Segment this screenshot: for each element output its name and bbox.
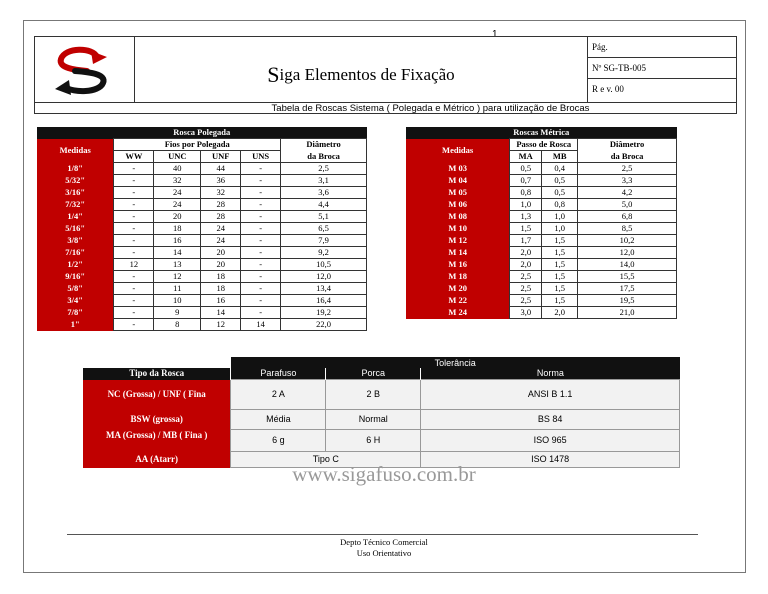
table-cell: -: [114, 187, 154, 199]
metrica-title: Roscas Métrica: [406, 127, 677, 139]
table-cell: 12,0: [281, 271, 367, 283]
table-row: [37, 247, 367, 259]
table-cell: 14: [154, 247, 201, 259]
table-cell: 20: [201, 247, 241, 259]
table-cell: 28: [201, 211, 241, 223]
table-cell: -: [241, 211, 281, 223]
tolerancia-title: Tolerância: [231, 357, 680, 368]
footer-usage: Uso Orientativo: [356, 548, 412, 558]
table-cell: -: [114, 271, 154, 283]
tol-cell: Tipo C: [231, 452, 421, 468]
table-cell: -: [114, 319, 154, 331]
polegada-body: [37, 163, 367, 331]
tolerancia-table: [83, 357, 680, 468]
tol-header: Parafuso: [231, 368, 326, 380]
polegada-title: Rosca Polegada: [37, 127, 367, 139]
table-cell: 16: [201, 295, 241, 307]
table-row: [37, 307, 367, 319]
table-cell: 0,8: [510, 187, 542, 199]
table-cell: 32: [154, 175, 201, 187]
table-cell: 1,5: [542, 271, 578, 283]
table-cell: -: [114, 307, 154, 319]
table-row: [37, 259, 367, 271]
table-cell: 3,1: [281, 175, 367, 187]
table-row: [406, 307, 677, 319]
table-cell: -: [241, 187, 281, 199]
table-row: [406, 259, 677, 271]
table-cell: 24: [201, 235, 241, 247]
table-cell: 24: [201, 223, 241, 235]
table-cell: 9,2: [281, 247, 367, 259]
tol-header: Porca: [326, 368, 421, 380]
table-cell: 1,0: [542, 223, 578, 235]
table-cell: -: [114, 247, 154, 259]
table-cell: 6,8: [578, 211, 677, 223]
table-cell: 1,3: [510, 211, 542, 223]
polegada-col-diametro-2: da Broca: [281, 151, 367, 163]
metrica-sub-header: MB: [542, 151, 578, 163]
table-cell: 1,5: [542, 247, 578, 259]
table-cell: 3,0: [510, 307, 542, 319]
table-cell: 1,5: [542, 235, 578, 247]
polegada-table: [37, 127, 367, 331]
table-cell: 36: [201, 175, 241, 187]
table-cell: -: [241, 235, 281, 247]
table-row: [406, 295, 677, 307]
table-cell: 2,0: [510, 259, 542, 271]
table-cell: 44: [201, 163, 241, 175]
table-cell: 3,3: [578, 175, 677, 187]
logo: [35, 37, 135, 102]
table-row: [406, 163, 677, 175]
metrica-col-diametro: Diâmetro: [578, 139, 677, 151]
document-subtitle: Tabela de Roscas Sistema ( Polegada e Métrico ) para utilização de Brocas: [35, 102, 736, 114]
polegada-sub-header: UNS: [241, 151, 281, 163]
table-cell: 20: [154, 211, 201, 223]
tol-row-label: AA (Atarr): [83, 452, 231, 468]
document-header: [34, 36, 737, 114]
siga-logo-icon: [35, 37, 135, 102]
table-row: [406, 211, 677, 223]
table-cell: -: [114, 199, 154, 211]
table-cell: 2,0: [542, 307, 578, 319]
table-cell: 10,2: [578, 235, 677, 247]
table-cell: 28: [201, 199, 241, 211]
table-cell: 32: [201, 187, 241, 199]
table-row: [406, 271, 677, 283]
table-cell: 24: [154, 187, 201, 199]
table-cell: 1,5: [542, 295, 578, 307]
tol-cell: BS 84: [421, 410, 680, 430]
table-cell: 24: [154, 199, 201, 211]
metrica-table: [406, 127, 677, 319]
table-row: [406, 187, 677, 199]
row-measure: 7/32": [37, 199, 114, 211]
page-number: 1: [492, 29, 498, 40]
tol-cell: ANSI B 1.1: [421, 380, 680, 410]
table-cell: -: [114, 211, 154, 223]
row-measure: M 04: [406, 175, 510, 187]
table-cell: -: [241, 259, 281, 271]
table-cell: 11: [154, 283, 201, 295]
table-cell: 10: [154, 295, 201, 307]
table-row: [406, 175, 677, 187]
table-cell: 19,5: [578, 295, 677, 307]
table-cell: 2,5: [578, 163, 677, 175]
table-cell: -: [241, 223, 281, 235]
table-row: [37, 271, 367, 283]
table-row: [37, 283, 367, 295]
tol-header: Tipo da Rosca: [83, 368, 231, 380]
title-rest: iga Elementos de Fixação: [279, 64, 455, 84]
table-row: [37, 295, 367, 307]
tol-cell: 2 A: [231, 380, 326, 410]
table-cell: 2,5: [510, 271, 542, 283]
revision: R e v. 00: [592, 84, 624, 94]
table-row: [37, 319, 367, 331]
table-cell: -: [114, 175, 154, 187]
polegada-col-diametro: Diâmetro: [281, 139, 367, 151]
table-cell: 1,5: [542, 259, 578, 271]
table-cell: 2,0: [510, 247, 542, 259]
table-cell: -: [114, 223, 154, 235]
table-cell: 0,5: [542, 187, 578, 199]
table-cell: 12: [154, 271, 201, 283]
table-cell: 17,5: [578, 283, 677, 295]
table-row: [37, 199, 367, 211]
row-measure: M 14: [406, 247, 510, 259]
doc-number: Nº SG-TB-005: [588, 58, 736, 79]
tol-cell: 2 B: [326, 380, 421, 410]
table-row: [37, 235, 367, 247]
table-cell: 12,0: [578, 247, 677, 259]
table-cell: 1,0: [510, 199, 542, 211]
row-measure: 3/4": [37, 295, 114, 307]
table-cell: -: [114, 283, 154, 295]
table-cell: 14: [201, 307, 241, 319]
table-cell: 18: [154, 223, 201, 235]
table-cell: 0,7: [510, 175, 542, 187]
polegada-sub-header: WW: [114, 151, 154, 163]
table-cell: 15,5: [578, 271, 677, 283]
table-cell: 2,5: [281, 163, 367, 175]
table-cell: 2,5: [510, 295, 542, 307]
table-cell: 14: [241, 319, 281, 331]
table-cell: 18: [201, 283, 241, 295]
table-cell: 0,4: [542, 163, 578, 175]
footer-department: Depto Técnico Comercial: [340, 537, 428, 547]
table-cell: 21,0: [578, 307, 677, 319]
tol-row-label: MA (Grossa) / MB ( Fina ): [83, 430, 231, 452]
tol-cell: 6 g: [231, 430, 326, 452]
table-cell: -: [114, 295, 154, 307]
row-measure: 1/4": [37, 211, 114, 223]
table-row: [37, 187, 367, 199]
row-measure: M 05: [406, 187, 510, 199]
table-cell: 5,1: [281, 211, 367, 223]
row-measure: 5/16": [37, 223, 114, 235]
table-cell: 13,4: [281, 283, 367, 295]
tol-cell: ISO 965: [421, 430, 680, 452]
table-cell: -: [241, 283, 281, 295]
table-cell: 10,5: [281, 259, 367, 271]
table-cell: 3,6: [281, 187, 367, 199]
table-cell: -: [241, 199, 281, 211]
table-row: [406, 283, 677, 295]
table-cell: -: [241, 175, 281, 187]
row-measure: 3/16": [37, 187, 114, 199]
table-cell: 1,7: [510, 235, 542, 247]
table-row: [406, 235, 677, 247]
polegada-col-fios: Fios por Polegada: [114, 139, 281, 151]
document-title: [135, 37, 587, 102]
tol-header: Norma: [421, 368, 680, 380]
row-measure: M 06: [406, 199, 510, 211]
table-cell: 13: [154, 259, 201, 271]
table-row: [37, 211, 367, 223]
row-measure: M 08: [406, 211, 510, 223]
row-measure: M 18: [406, 271, 510, 283]
table-cell: 0,8: [542, 199, 578, 211]
row-measure: M 03: [406, 163, 510, 175]
table-cell: -: [114, 163, 154, 175]
table-row: [37, 223, 367, 235]
row-measure: M 10: [406, 223, 510, 235]
row-measure: 5/8": [37, 283, 114, 295]
table-cell: 0,5: [542, 175, 578, 187]
table-row: [37, 175, 367, 187]
table-cell: 20: [201, 259, 241, 271]
title-initial: S: [267, 61, 280, 87]
row-measure: 7/16": [37, 247, 114, 259]
tol-row-label: NC (Grossa) / UNF ( Fina: [83, 380, 231, 410]
row-measure: M 22: [406, 295, 510, 307]
table-cell: -: [241, 271, 281, 283]
table-row: [406, 199, 677, 211]
table-row: [406, 247, 677, 259]
table-cell: 12: [114, 259, 154, 271]
table-cell: -: [241, 295, 281, 307]
row-measure: 7/8": [37, 307, 114, 319]
table-cell: 19,2: [281, 307, 367, 319]
table-cell: 16: [154, 235, 201, 247]
metrica-sub-header: MA: [510, 151, 542, 163]
table-cell: 2,5: [510, 283, 542, 295]
polegada-sub-header: UNF: [201, 151, 241, 163]
row-measure: 1/8": [37, 163, 114, 175]
tol-cell: Normal: [326, 410, 421, 430]
table-cell: 18: [201, 271, 241, 283]
table-cell: 1,0: [542, 211, 578, 223]
metrica-body: [406, 163, 677, 319]
table-cell: 6,5: [281, 223, 367, 235]
row-measure: M 24: [406, 307, 510, 319]
table-cell: 12: [201, 319, 241, 331]
tol-row-label: BSW (grossa): [83, 410, 231, 430]
table-cell: 4,2: [578, 187, 677, 199]
table-cell: 1,5: [510, 223, 542, 235]
website-watermark: www.sigafuso.com.br: [292, 462, 476, 486]
row-measure: M 12: [406, 235, 510, 247]
polegada-sub-header: UNC: [154, 151, 201, 163]
table-cell: -: [241, 307, 281, 319]
metrica-col-passo: Passo de Rosca: [510, 139, 578, 151]
table-cell: 14,0: [578, 259, 677, 271]
row-measure: 3/8": [37, 235, 114, 247]
row-measure: 1/2": [37, 259, 114, 271]
table-cell: 16,4: [281, 295, 367, 307]
table-cell: -: [241, 247, 281, 259]
tol-cell: Média: [231, 410, 326, 430]
pag-label: Pág.: [588, 37, 736, 58]
document-meta: [587, 37, 736, 102]
table-cell: 1,5: [542, 283, 578, 295]
table-cell: 4,4: [281, 199, 367, 211]
row-measure: 9/16": [37, 271, 114, 283]
tol-cell: 6 H: [326, 430, 421, 452]
table-row: [406, 223, 677, 235]
row-measure: 1": [37, 319, 114, 331]
row-measure: M 16: [406, 259, 510, 271]
table-cell: 8: [154, 319, 201, 331]
metrica-col-diametro-2: da Broca: [578, 151, 677, 163]
table-cell: 7,9: [281, 235, 367, 247]
table-cell: 22,0: [281, 319, 367, 331]
footer-divider: [67, 534, 698, 535]
table-cell: 9: [154, 307, 201, 319]
table-cell: -: [241, 163, 281, 175]
row-measure: 5/32": [37, 175, 114, 187]
table-cell: -: [114, 235, 154, 247]
table-cell: 0,5: [510, 163, 542, 175]
table-cell: 5,0: [578, 199, 677, 211]
tol-cell: ISO 1478: [421, 452, 680, 468]
metrica-col-medidas: Medidas: [406, 139, 510, 163]
table-cell: 8,5: [578, 223, 677, 235]
table-row: [37, 163, 367, 175]
polegada-col-medidas: Medidas: [37, 139, 114, 163]
table-cell: 40: [154, 163, 201, 175]
row-measure: M 20: [406, 283, 510, 295]
